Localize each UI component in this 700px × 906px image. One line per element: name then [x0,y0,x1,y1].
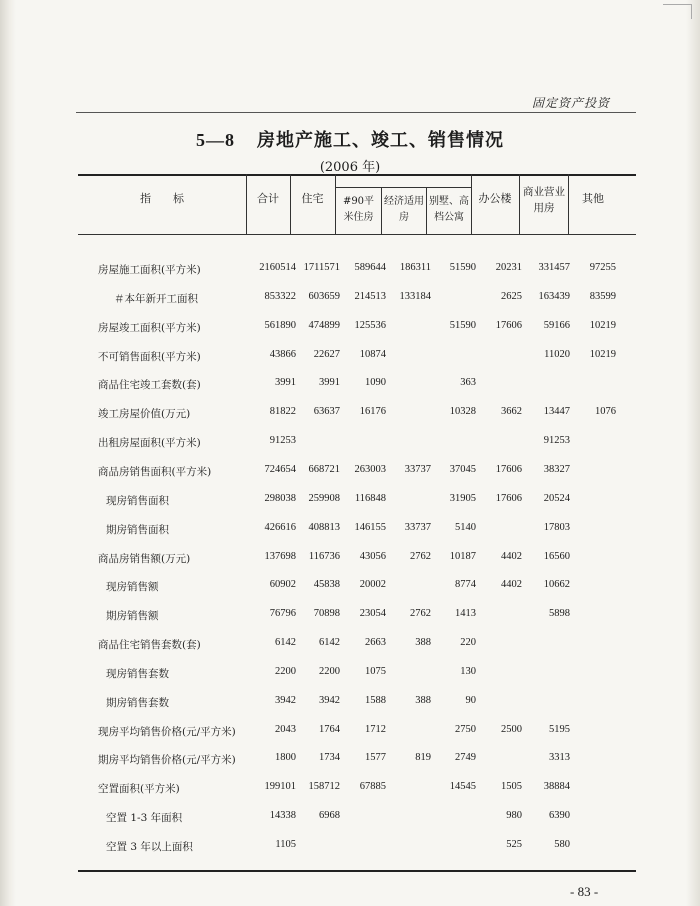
cell-under90: 1577 [365,752,386,764]
cell-total: 2160514 [259,262,296,273]
header-villa: 别墅、高档公寓 [429,196,469,223]
table-title-text: 房地产施工、竣工、销售情况 [257,130,504,151]
cell-total: 137698 [264,550,296,562]
cell-residential: 2200 [319,665,340,677]
cell-commercial: 16560 [543,550,570,562]
cell-under90: 214513 [354,290,386,302]
cell-residential: 3991 [319,377,340,389]
cell-other: 10219 [589,348,616,360]
cell-affordable: 388 [415,694,431,706]
cell-affordable: 186311 [399,262,431,273]
cell-villa: 31905 [449,492,476,504]
cell-villa: 51590 [449,262,476,273]
cell-total: 2043 [275,723,296,735]
cell-commercial: 11020 [544,348,570,360]
table-row [78,464,636,482]
row-label: 期房销售面积 [106,523,169,536]
cell-office: 2500 [501,723,522,735]
table-header-rule [78,234,636,235]
header-affordable: 经济适用房 [384,196,424,223]
page-number: - 83 - [570,884,599,899]
row-label: 不可销售面积(平方米) [98,350,201,363]
cell-under90: 23054 [359,608,386,620]
cell-commercial: 6390 [549,810,570,822]
cell-residential: 6968 [319,810,340,822]
header-other: 其他 [582,192,604,205]
row-label: 期房平均销售价格(元/平方米) [98,754,236,767]
cell-affordable: 819 [415,752,431,764]
row-label: 房屋施工面积(平方米) [98,264,201,276]
cell-commercial: 59166 [543,319,570,331]
cell-residential: 63637 [313,406,340,418]
cell-under90: 125536 [354,319,386,331]
table-row [78,262,636,280]
cell-villa: 14545 [449,781,476,793]
cell-total: 6142 [275,637,296,649]
cell-under90: 1075 [365,665,386,677]
cell-residential: 3942 [319,694,340,706]
table-bottom-rule [78,870,636,872]
cell-residential: 22627 [313,348,340,360]
table-number: 5—8 [196,130,235,150]
cell-under90: 1090 [365,377,386,389]
header-commercial: 商业营业用房 [523,186,565,214]
cell-under90: 116848 [354,492,386,504]
header-residential: 住宅 [301,192,324,205]
cell-commercial: 38327 [543,463,570,475]
cell-residential: 259908 [308,492,340,504]
row-label: 期房销售额 [106,610,159,623]
cell-residential: 668721 [308,463,340,475]
cell-villa: 220 [460,637,476,649]
cell-commercial: 3313 [549,752,570,764]
table-row [78,320,636,338]
cell-under90: 589644 [354,262,386,273]
table-row [78,377,636,395]
row-label: 现房销售套数 [106,667,169,680]
column-divider [381,187,382,234]
row-label: 空置面积(平方米) [98,783,180,796]
cell-office: 2625 [501,290,522,302]
table-top-rule [78,174,636,176]
cell-commercial: 163439 [538,290,570,302]
cell-residential: 1711571 [303,262,340,273]
cell-commercial: 20524 [543,492,570,504]
cell-under90: 1588 [365,694,386,706]
crop-mark [663,4,692,19]
cell-under90: 16176 [359,406,386,418]
table-row [78,291,636,309]
cell-commercial: 17803 [543,521,570,533]
cell-total: 43866 [269,348,296,360]
table-row [78,724,636,742]
cell-office: 17606 [495,319,522,331]
cell-affordable: 2762 [410,608,431,620]
table-row [78,435,636,453]
cell-total: 1800 [275,752,296,764]
cell-villa: 5140 [455,521,476,533]
cell-total: 3991 [275,377,296,389]
header-indicator: 指 标 [140,192,184,205]
cell-villa: 130 [460,665,476,677]
cell-office: 525 [506,839,522,850]
table-row [78,493,636,511]
cell-total: 561890 [264,319,296,331]
cell-commercial: 91253 [543,435,570,447]
row-label: 现房平均销售价格(元/平方米) [98,725,236,738]
table-row [78,579,636,597]
cell-villa: 10328 [449,406,476,418]
cell-under90: 2663 [365,637,386,649]
row-label: 商品房销售面积(平方米) [98,465,212,478]
table-row [78,551,636,569]
cell-total: 1105 [275,839,296,850]
cell-office: 17606 [495,463,522,475]
cell-villa: 37045 [449,463,476,475]
cell-office: 3662 [501,406,522,418]
column-divider [335,174,336,234]
table-row [78,839,636,857]
table-row [78,666,636,684]
cell-other: 1076 [595,406,616,418]
cell-total: 76796 [269,608,296,620]
cell-residential: 603659 [308,290,340,302]
table-row [78,695,636,713]
cell-villa: 90 [465,694,476,706]
row-label: 空置 1-3 年面积 [106,812,183,825]
cell-affordable: 133184 [399,290,431,302]
row-label: 房屋竣工面积(平方米) [98,321,201,334]
cell-under90: 20002 [359,579,386,591]
cell-residential: 45838 [313,579,340,591]
cell-total: 91253 [269,435,296,447]
table-row [78,752,636,770]
table-row [78,810,636,828]
cell-total: 3942 [275,694,296,706]
cell-residential: 408813 [308,521,340,533]
cell-total: 724654 [264,463,296,475]
table-row [78,608,636,626]
table-title [0,126,700,152]
cell-under90: 10874 [359,348,386,360]
table-subtitle: (2006 年) [319,160,381,175]
cell-residential: 70898 [313,608,340,620]
cell-total: 2200 [275,665,296,677]
cell-total: 426616 [264,521,296,533]
cell-commercial: 13447 [543,406,570,418]
table-row [78,781,636,799]
header-under90: #90平米住房 [342,196,375,223]
column-divider [426,187,427,234]
cell-total: 81822 [269,406,296,418]
cell-other: 10219 [589,319,616,331]
cell-office: 1505 [501,781,522,793]
header-total: 合计 [257,192,279,205]
row-label: 现房销售额 [106,581,159,594]
cell-residential: 6142 [319,637,340,649]
cell-villa: 1413 [455,608,476,620]
row-label: 期房销售套数 [106,696,169,709]
cell-residential: 1764 [319,723,340,735]
cell-affordable: 2762 [410,550,431,562]
table-row [78,349,636,367]
running-head-rule [76,112,636,113]
row-label: 竣工房屋价值(万元) [98,408,191,421]
cell-commercial: 10662 [543,579,570,591]
cell-under90: 146155 [354,521,386,533]
row-label: ＃本年新开工面积 [114,292,198,305]
cell-residential: 158712 [308,781,340,793]
cell-affordable: 388 [415,637,431,649]
row-label: 商品住宅销售套数(套) [98,639,201,652]
cell-under90: 263003 [354,463,386,475]
cell-total: 60902 [269,579,296,591]
cell-total: 14338 [269,810,296,822]
cell-office: 17606 [495,492,522,504]
table-row [78,637,636,655]
cell-commercial: 5898 [549,608,570,620]
cell-other: 83599 [589,290,616,302]
cell-other: 97255 [589,262,616,273]
column-divider [519,174,520,234]
row-label: 现房销售面积 [106,494,169,507]
cell-affordable: 33737 [404,463,431,475]
cell-villa: 2750 [455,723,476,735]
cell-commercial: 38884 [543,781,570,793]
row-label: 空置 3 年以上面积 [106,841,193,853]
cell-commercial: 5195 [549,723,570,735]
cell-residential: 1734 [319,752,340,764]
cell-villa: 51590 [449,319,476,331]
cell-villa: 2749 [455,752,476,764]
running-head: 固定资产投资 [531,96,610,110]
cell-residential: 116736 [308,550,340,562]
table-row [78,522,636,540]
cell-under90: 43056 [359,550,386,562]
cell-office: 980 [506,810,522,822]
cell-under90: 1712 [365,723,386,735]
cell-villa: 8774 [455,579,476,591]
cell-commercial: 580 [554,839,570,850]
table-row [78,406,636,424]
cell-total: 199101 [264,781,296,793]
cell-residential: 474899 [308,319,340,331]
cell-office: 4402 [501,579,522,591]
cell-commercial: 331457 [538,262,570,273]
header-office: 办公楼 [478,192,512,205]
row-label: 商品房销售额(万元) [98,552,191,565]
cell-office: 4402 [501,550,522,562]
cell-villa: 363 [460,377,476,389]
cell-total: 298038 [264,492,296,504]
subheader-rule [335,187,471,188]
cell-villa: 10187 [449,550,476,562]
cell-affordable: 33737 [404,521,431,533]
cell-office: 20231 [495,262,522,273]
cell-total: 853322 [264,290,296,302]
row-label: 出租房屋面积(平方米) [98,437,201,450]
cell-under90: 67885 [359,781,386,793]
row-label: 商品住宅竣工套数(套) [98,379,201,392]
